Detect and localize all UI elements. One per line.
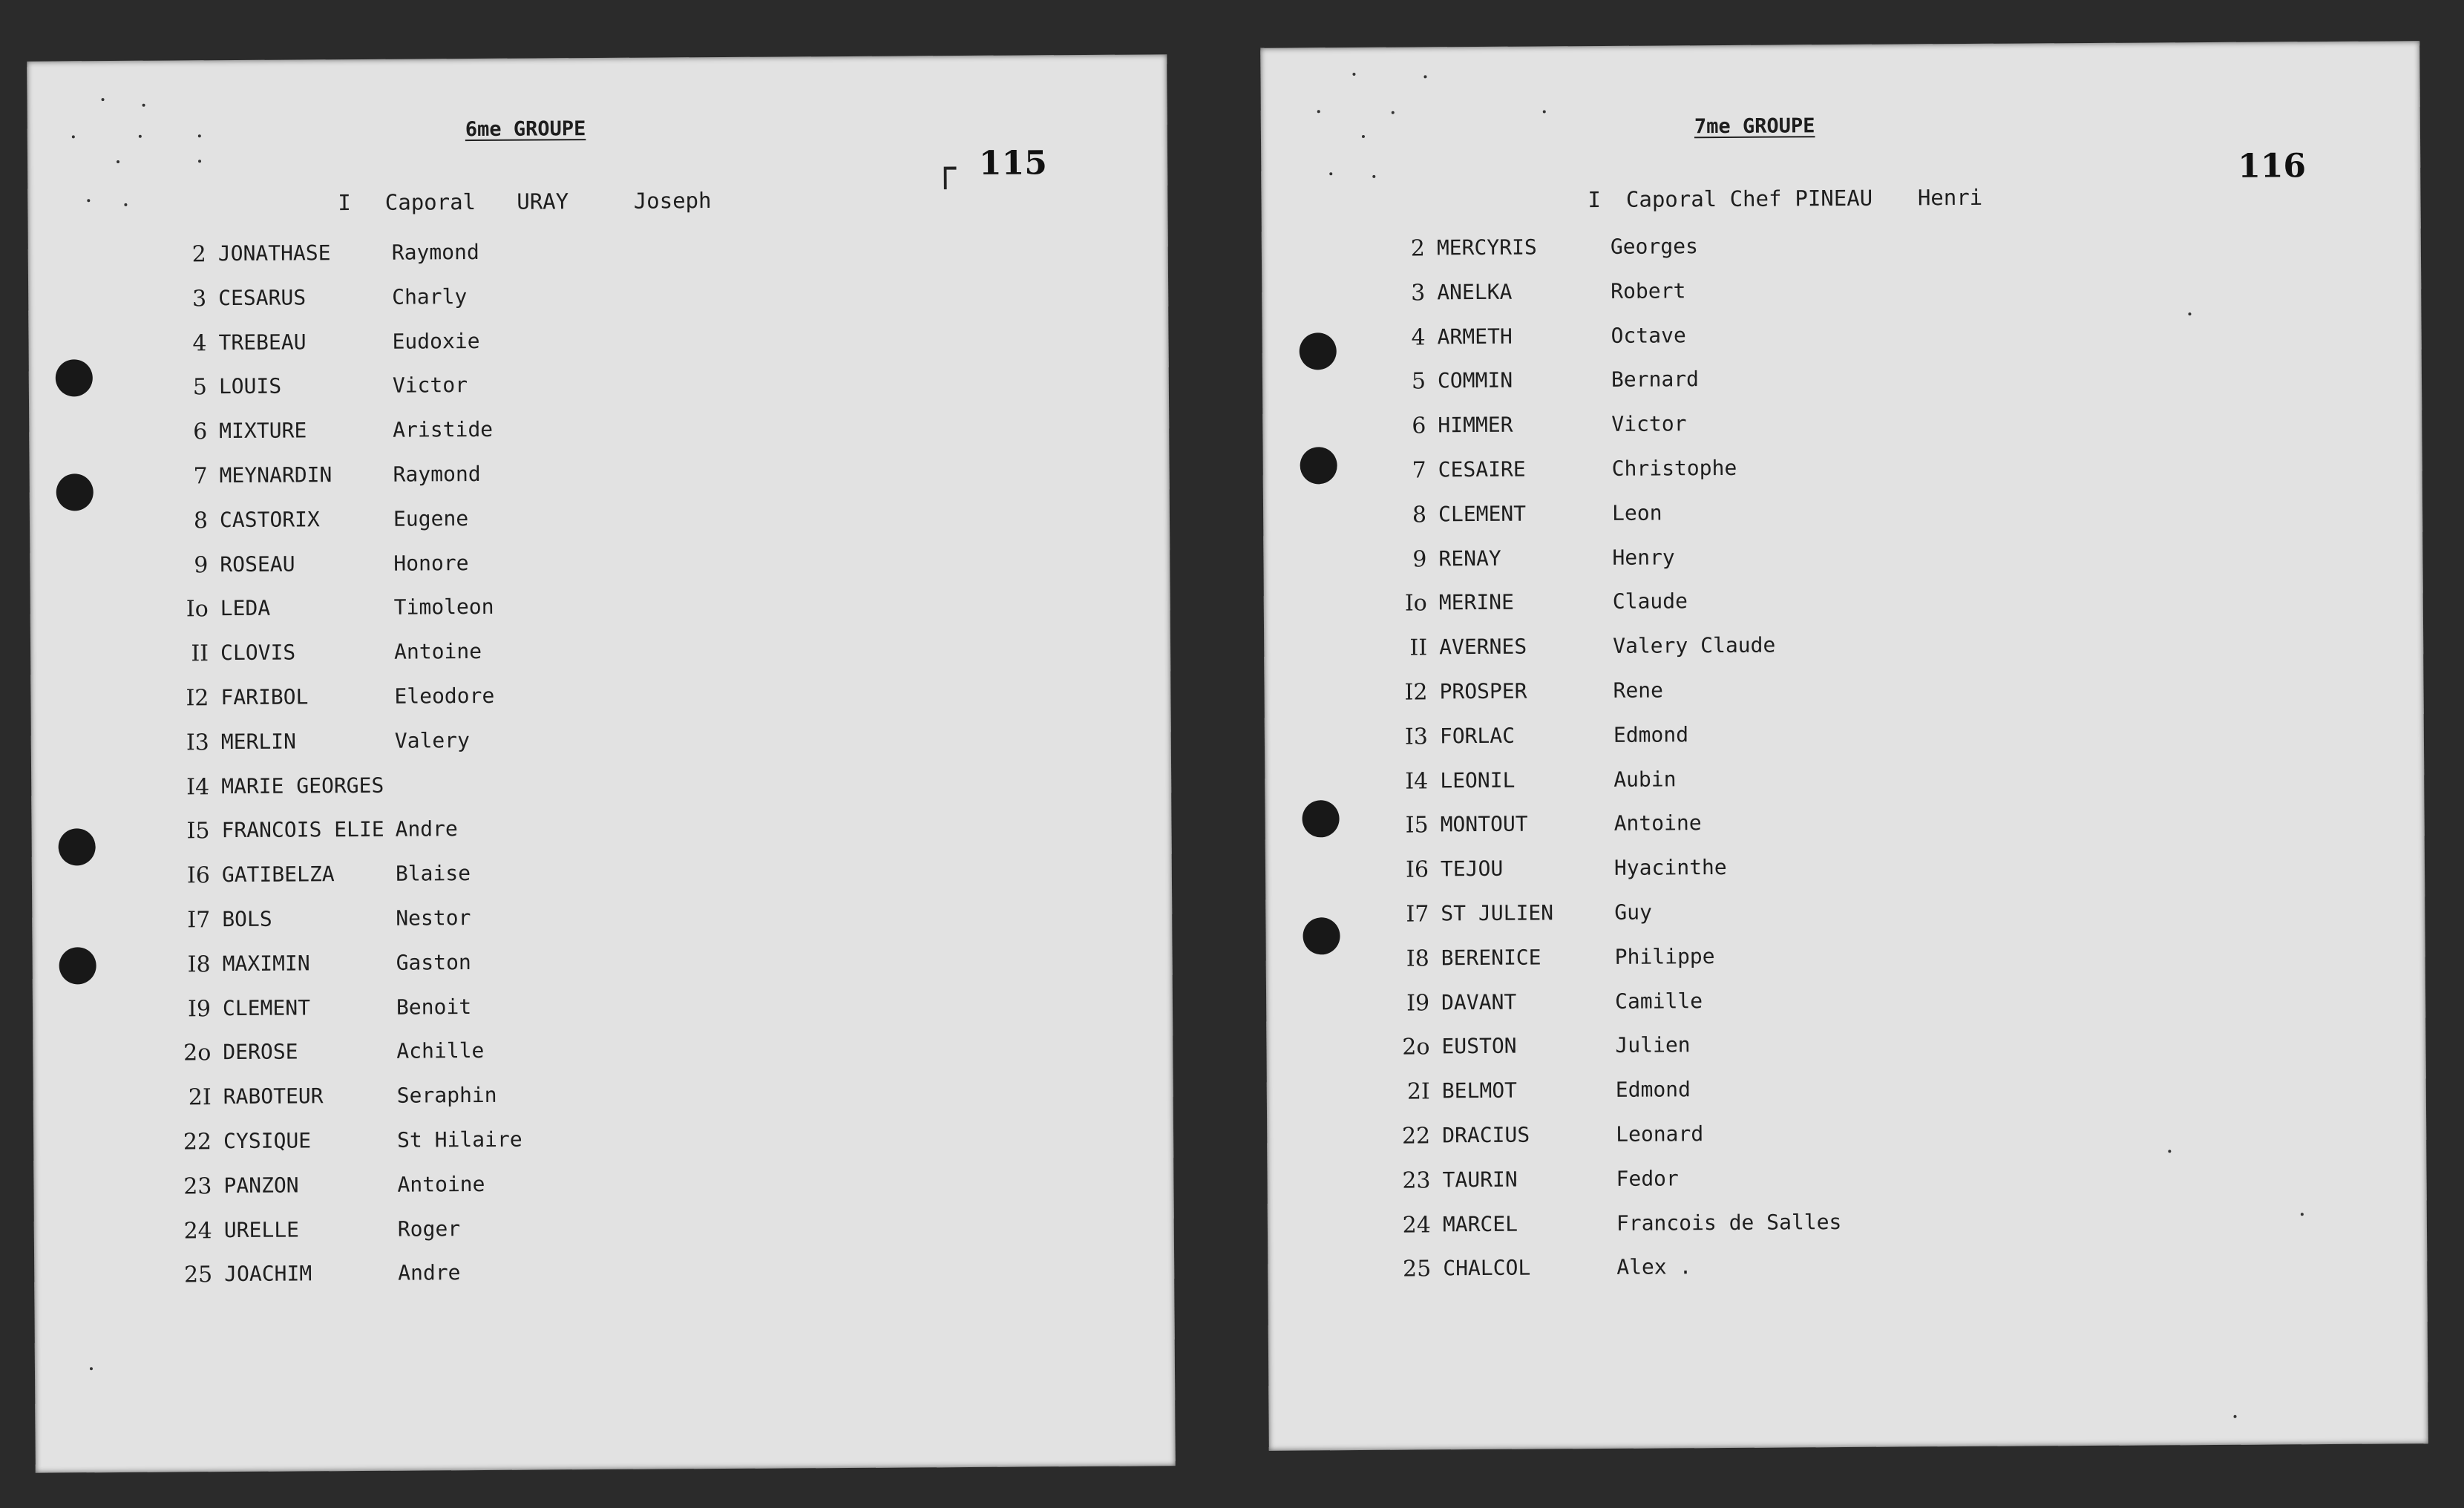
- member-surname: MIXTURE: [219, 418, 307, 444]
- roster-row: [1393, 1076, 1913, 1109]
- roster-row: [1389, 366, 1908, 399]
- member-first-name: Rene: [1613, 678, 1664, 703]
- member-number: 9: [1412, 546, 1427, 573]
- roster-row: [175, 1215, 695, 1248]
- member-first-name: Edmond: [1613, 722, 1689, 747]
- member-first-name: Edmond: [1615, 1077, 1691, 1103]
- member-surname: BERENICE: [1441, 945, 1541, 971]
- member-surname: ROSEAU: [220, 551, 295, 577]
- punch-hole: [59, 947, 96, 984]
- punch-hole: [56, 359, 93, 396]
- roster-row: [1391, 721, 1910, 753]
- member-first-name: Eugene: [393, 505, 469, 531]
- paper-speck: [102, 98, 105, 101]
- member-number: I4: [1405, 768, 1429, 795]
- leader-rank: Caporal Chef: [1625, 186, 1782, 212]
- member-number: 3: [1411, 280, 1426, 306]
- member-number: 5: [192, 374, 208, 401]
- member-number: I5: [1405, 812, 1429, 839]
- paper-speck: [139, 135, 142, 138]
- page-number: 116: [2238, 147, 2307, 186]
- member-number: 2o: [1402, 1034, 1430, 1061]
- member-surname: TEJOU: [1440, 856, 1504, 882]
- member-first-name: Antoine: [1613, 810, 1702, 836]
- paper-speck: [117, 160, 119, 163]
- paper-speck: [1392, 111, 1395, 114]
- punch-hole: [1302, 800, 1339, 837]
- leader-surname: PINEAU: [1795, 185, 1873, 212]
- member-first-name: Achille: [396, 1038, 485, 1064]
- member-number: 22: [183, 1129, 212, 1155]
- member-number: 9: [194, 551, 209, 578]
- punch-hole: [1300, 447, 1337, 484]
- paper-speck: [2301, 1213, 2304, 1216]
- member-number: 2I: [188, 1084, 212, 1111]
- paper-speck: [1317, 110, 1320, 113]
- paper-speck: [1543, 110, 1546, 113]
- member-first-name: Andre: [395, 816, 458, 842]
- member-number: 24: [1402, 1212, 1432, 1239]
- paper-speck: [198, 160, 201, 163]
- roster-row: [1388, 277, 1907, 309]
- member-number: II: [1409, 635, 1428, 661]
- member-first-name: Philippe: [1614, 943, 1715, 969]
- member-surname: ANELKA: [1437, 279, 1513, 305]
- leader-first-name: Joseph: [633, 188, 712, 214]
- paper-speck: [1423, 75, 1426, 78]
- roster-row: [1394, 1253, 1913, 1286]
- member-first-name: Blaise: [395, 861, 471, 886]
- member-number: I5: [186, 818, 210, 845]
- member-surname: DEROSE: [223, 1039, 298, 1065]
- leader-first-name: Henri: [1917, 184, 1983, 211]
- member-number: I2: [1404, 679, 1428, 706]
- paper-speck: [2188, 312, 2191, 315]
- roster-row: [171, 594, 691, 626]
- roster-row: [172, 816, 692, 848]
- member-first-name: Guy: [1614, 899, 1653, 925]
- roster-row: [169, 327, 689, 360]
- member-number: I9: [1406, 990, 1430, 1017]
- member-first-name: Raymond: [393, 461, 481, 487]
- member-number: Io: [186, 596, 209, 623]
- paper-speck: [87, 199, 90, 202]
- member-surname: CLEMENT: [1438, 501, 1527, 527]
- member-surname: RABOTEUR: [223, 1084, 324, 1109]
- paper-speck: [1362, 135, 1365, 138]
- member-surname: MEYNARDIN: [219, 462, 332, 488]
- member-first-name: Camille: [1614, 988, 1703, 1014]
- member-number: 7: [193, 463, 208, 490]
- member-first-name: Timoleon: [393, 594, 494, 620]
- roster-row: [1392, 942, 1912, 975]
- member-first-name: St Hilaire: [396, 1127, 522, 1153]
- member-first-name: Victor: [1611, 411, 1687, 437]
- member-number: I8: [1406, 945, 1429, 972]
- member-first-name: Aubin: [1613, 766, 1677, 792]
- roster-row: [1390, 676, 1910, 709]
- member-first-name: Leon: [1611, 500, 1662, 525]
- roster-row: [171, 637, 691, 670]
- handwritten-bracket-mark: ┌: [934, 148, 957, 190]
- roster-row: [171, 682, 691, 715]
- member-first-name: Henry: [1612, 544, 1675, 570]
- roster-row: [1393, 1120, 1913, 1153]
- member-surname: EUSTON: [1441, 1034, 1517, 1059]
- member-first-name: Antoine: [393, 639, 482, 664]
- member-number: Io: [1404, 590, 1427, 617]
- roster-row: [169, 238, 689, 271]
- member-surname: CLOVIS: [220, 640, 296, 666]
- member-number: 6: [193, 419, 208, 445]
- member-first-name: Christophe: [1611, 455, 1737, 481]
- member-surname: CLEMENT: [222, 994, 311, 1020]
- member-first-name: Benoit: [396, 994, 472, 1020]
- member-surname: FARIBOL: [220, 684, 309, 710]
- member-surname: RENAY: [1438, 545, 1501, 571]
- member-first-name: Fedor: [1616, 1166, 1679, 1191]
- roster-row: [169, 283, 689, 315]
- roster-row: [1389, 321, 1908, 354]
- punch-hole: [59, 828, 96, 865]
- roster-row: [1392, 810, 1911, 842]
- punch-hole: [1300, 332, 1337, 370]
- member-number: 4: [1411, 324, 1426, 351]
- member-first-name: Georges: [1610, 234, 1698, 259]
- member-surname: MONTOUT: [1440, 811, 1528, 837]
- member-first-name: Francois de Salles: [1616, 1209, 1842, 1236]
- document-page-right: [1260, 41, 2428, 1451]
- group-heading: 7me GROUPE: [1694, 114, 1815, 139]
- member-number: 6: [1412, 413, 1426, 439]
- roster-row: [1389, 410, 1908, 443]
- roster-row: [1389, 454, 1909, 487]
- member-number: 23: [1402, 1167, 1431, 1194]
- roster-row: [174, 993, 693, 1026]
- roster-row: [1389, 543, 1909, 576]
- member-surname: CESAIRE: [1438, 456, 1526, 482]
- member-surname: AVERNES: [1439, 634, 1527, 660]
- member-number: 23: [183, 1173, 212, 1200]
- member-first-name: Andre: [398, 1260, 461, 1286]
- member-number: I6: [1405, 856, 1429, 883]
- roster-row: [1394, 1209, 1913, 1242]
- member-first-name: Julien: [1615, 1032, 1691, 1058]
- member-surname: JOACHIM: [224, 1261, 312, 1287]
- member-first-name: Roger: [397, 1216, 461, 1242]
- member-surname: PANZON: [223, 1173, 299, 1198]
- roster-row: [173, 859, 692, 892]
- member-first-name: Claude: [1612, 589, 1688, 614]
- member-surname: FORLAC: [1439, 723, 1516, 749]
- member-surname: MARIE GEORGES: [221, 773, 384, 799]
- member-first-name: Octave: [1611, 322, 1686, 348]
- roster-row: [1390, 588, 1910, 620]
- member-surname: TAURIN: [1442, 1167, 1518, 1193]
- page-number: 115: [978, 144, 1048, 183]
- member-surname: CESARUS: [218, 285, 307, 310]
- roster-row: [170, 372, 689, 404]
- member-first-name: Alex .: [1616, 1254, 1692, 1280]
- member-surname: CHALCOL: [1443, 1255, 1531, 1281]
- member-number: 5: [1411, 368, 1426, 395]
- member-surname: TREBEAU: [218, 330, 307, 355]
- member-number: I3: [186, 730, 209, 756]
- member-surname: HIMMER: [1438, 412, 1513, 438]
- leader-rank: Caporal: [384, 189, 476, 215]
- leader-number: I: [1587, 186, 1602, 213]
- member-first-name: Raymond: [391, 239, 479, 265]
- member-surname: PROSPER: [1439, 678, 1527, 704]
- roster-row: [1388, 232, 1907, 265]
- roster-row: [1393, 1164, 1913, 1197]
- member-surname: ST JULIEN: [1441, 900, 1554, 926]
- member-first-name: Seraphin: [396, 1083, 497, 1108]
- roster-row: [1392, 1032, 1912, 1064]
- paper-speck: [90, 1367, 93, 1370]
- member-first-name: Antoine: [397, 1171, 485, 1197]
- roster-row: [171, 460, 690, 493]
- member-number: I2: [186, 685, 209, 712]
- member-surname: DAVANT: [1441, 989, 1517, 1014]
- punch-hole: [56, 473, 94, 511]
- leader-number: I: [338, 190, 351, 216]
- member-surname: BELMOT: [1441, 1078, 1518, 1104]
- member-first-name: Valery Claude: [1613, 632, 1776, 659]
- group-leader-row: [1587, 185, 1982, 212]
- member-surname: MERINE: [1438, 590, 1515, 615]
- group-heading: 6me GROUPE: [465, 117, 586, 142]
- member-number: 4: [192, 330, 207, 356]
- member-number: 24: [183, 1217, 212, 1245]
- member-number: 25: [1403, 1256, 1432, 1283]
- punch-hole: [1303, 917, 1340, 954]
- member-surname: MERCYRIS: [1436, 235, 1537, 260]
- paper-speck: [1352, 73, 1355, 76]
- member-surname: URELLE: [223, 1217, 300, 1242]
- roster-row: [172, 727, 692, 759]
- member-first-name: Honore: [393, 550, 469, 576]
- roster-row: [173, 904, 692, 937]
- member-number: I6: [186, 862, 211, 889]
- member-number: 2: [1410, 235, 1426, 262]
- member-surname: DRACIUS: [1442, 1122, 1530, 1148]
- roster-row: [174, 1126, 694, 1158]
- member-first-name: Gaston: [396, 949, 471, 975]
- paper-speck: [2168, 1150, 2171, 1153]
- paper-speck: [72, 135, 75, 138]
- roster-row: [174, 948, 693, 981]
- roster-row: [1389, 499, 1909, 531]
- leader-surname: URAY: [517, 188, 569, 214]
- member-surname: CASTORIX: [219, 507, 320, 532]
- member-number: 8: [193, 508, 209, 534]
- member-first-name: Charly: [392, 283, 468, 309]
- member-number: 2o: [183, 1040, 212, 1066]
- member-first-name: Eudoxie: [392, 328, 480, 354]
- member-surname: FRANCOIS ELIE: [221, 817, 384, 843]
- member-number: I7: [1406, 901, 1429, 928]
- member-first-name: Leonard: [1616, 1121, 1704, 1147]
- roster-row: [1392, 987, 1912, 1020]
- member-first-name: Bernard: [1611, 367, 1700, 393]
- document-page-left: [27, 54, 1176, 1472]
- roster-row: [170, 416, 689, 448]
- member-surname: BOLS: [222, 906, 272, 932]
- member-number: I3: [1404, 724, 1429, 750]
- group-leader-row: [338, 188, 711, 215]
- member-surname: GATIBELZA: [221, 862, 335, 888]
- roster-row: [174, 1170, 694, 1203]
- member-first-name: Robert: [1611, 278, 1686, 304]
- member-surname: CYSIQUE: [223, 1128, 312, 1154]
- member-number: I4: [186, 773, 210, 801]
- member-surname: COMMIN: [1437, 368, 1513, 393]
- roster-row: [1392, 898, 1911, 931]
- member-surname: MERLIN: [220, 729, 297, 754]
- paper-speck: [2234, 1415, 2237, 1418]
- roster-row: [171, 505, 690, 537]
- roster-row: [1391, 765, 1910, 798]
- member-surname: ARMETH: [1437, 324, 1513, 349]
- member-number: 7: [1412, 457, 1426, 484]
- member-number: 8: [1412, 502, 1427, 528]
- member-number: 22: [1401, 1123, 1431, 1150]
- paper-speck: [198, 134, 201, 137]
- member-first-name: Nestor: [396, 905, 471, 931]
- member-surname: JONATHASE: [217, 240, 331, 266]
- member-surname: LEONIL: [1440, 767, 1516, 793]
- roster-row: [174, 1037, 693, 1070]
- member-number: 25: [183, 1262, 213, 1288]
- paper-speck: [142, 104, 145, 107]
- member-first-name: Valery: [394, 727, 471, 753]
- member-first-name: Aristide: [393, 417, 494, 442]
- member-number: 2I: [1406, 1078, 1430, 1105]
- roster-row: [172, 771, 692, 804]
- member-first-name: Victor: [392, 373, 468, 399]
- roster-row: [1390, 632, 1910, 665]
- member-number: I9: [187, 995, 212, 1023]
- roster-row: [171, 549, 690, 582]
- member-number: 3: [191, 286, 207, 312]
- member-surname: MARCEL: [1442, 1211, 1518, 1236]
- member-first-name: Hyacinthe: [1613, 855, 1727, 881]
- paper-speck: [124, 203, 127, 206]
- paper-speck: [1372, 175, 1375, 178]
- member-number: II: [191, 640, 209, 667]
- member-number: I8: [187, 951, 211, 978]
- roster-row: [174, 1081, 694, 1114]
- member-number: I7: [187, 907, 211, 934]
- member-first-name: Eleodore: [394, 683, 495, 709]
- roster-row: [1392, 854, 1911, 887]
- member-number: 2: [191, 241, 206, 268]
- paper-speck: [1329, 172, 1332, 175]
- member-surname: LEDA: [220, 596, 271, 621]
- roster-row: [175, 1259, 695, 1292]
- member-surname: LOUIS: [218, 374, 282, 399]
- member-surname: MAXIMIN: [222, 951, 310, 976]
